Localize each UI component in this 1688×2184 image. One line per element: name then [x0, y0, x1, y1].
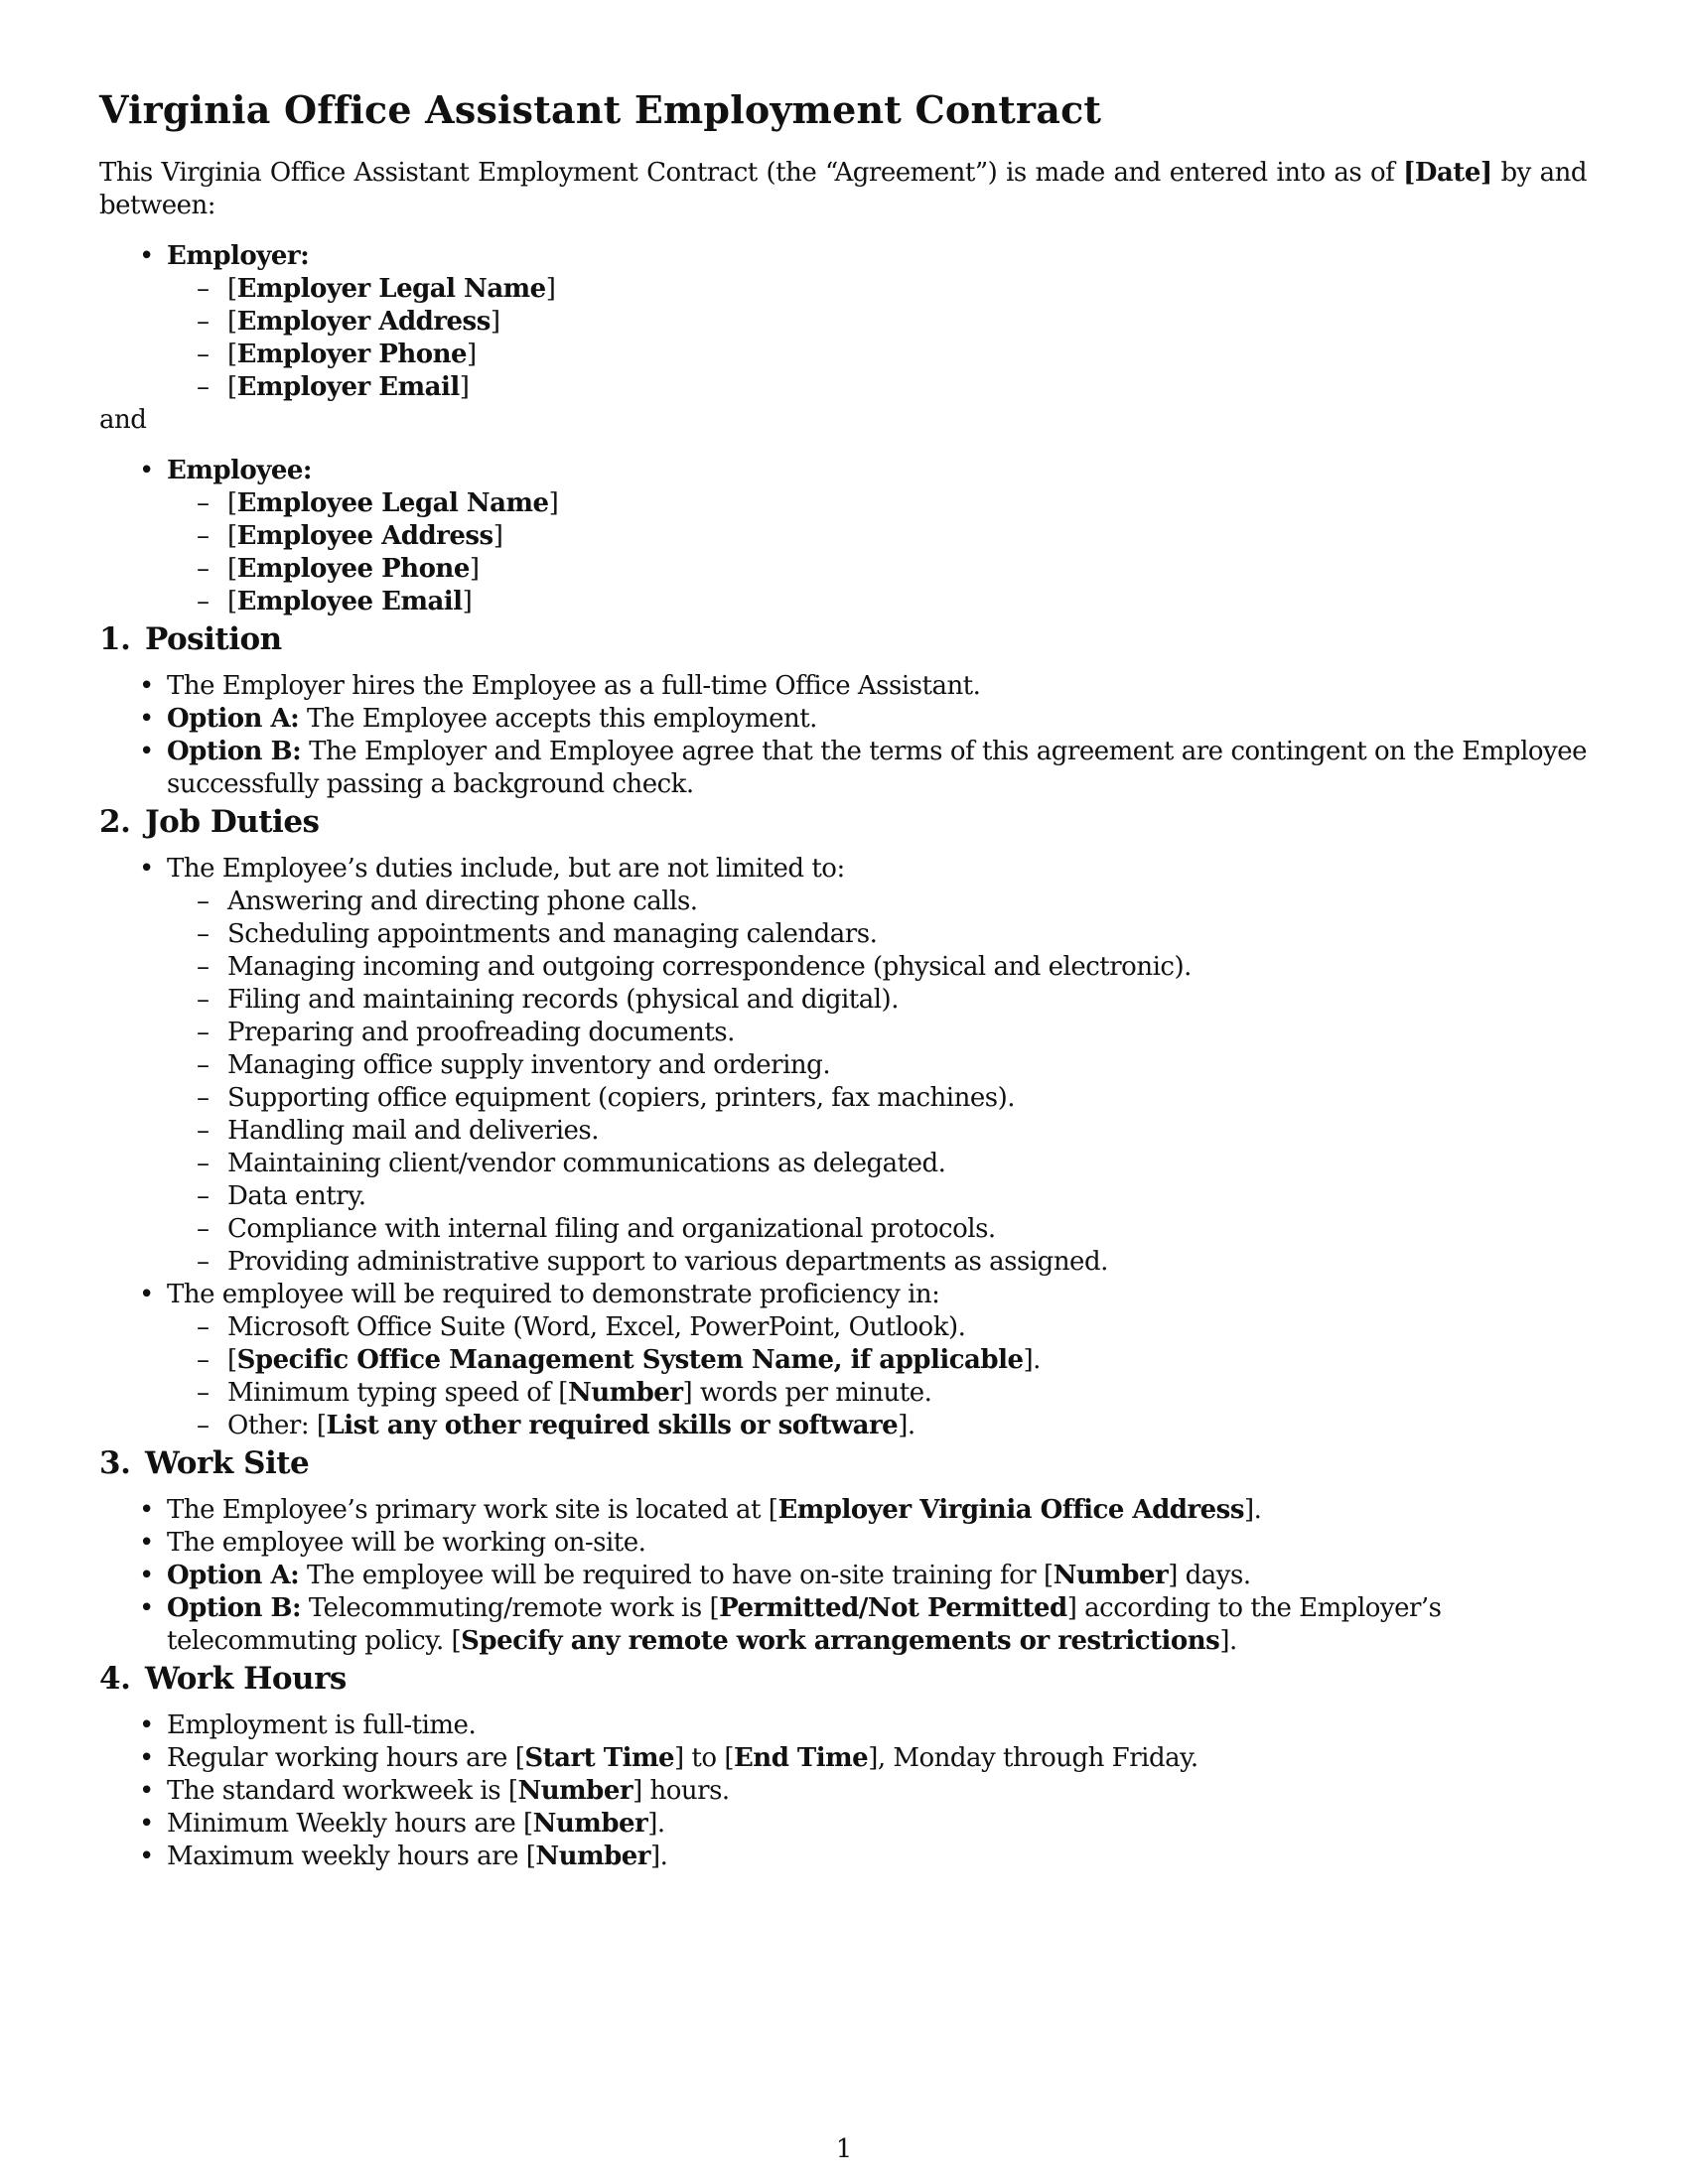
section-heading-position: 1. Position: [99, 621, 282, 657]
work-site-list: [99, 1494, 1587, 1658]
proficiency-item: – Microsoft Office Suite (Word, Excel, PowerPoint, Outlook).: [227, 1311, 1587, 1344]
date-field: [Date]: [1403, 158, 1492, 188]
employer-phone-field: – [Employer Phone]: [227, 339, 1587, 371]
list-item: • Minimum Weekly hours are [Number].: [167, 1808, 1587, 1841]
position-list: [99, 670, 1587, 801]
document-title: Virginia Office Assistant Employment Contract: [99, 87, 1102, 132]
section-heading-job-duties: 2. Job Duties: [99, 804, 320, 840]
employee-address-field: – [Employee Address]: [227, 520, 1587, 553]
duty-item: – Filing and maintaining records (physical and digital).: [227, 984, 1587, 1017]
employer-list: [99, 240, 1587, 404]
page-number: 1: [835, 2134, 853, 2164]
proficiency-item: – Minimum typing speed of [Number] words per minute.: [227, 1377, 1587, 1410]
list-item: • Employment is full-time.: [167, 1709, 1587, 1742]
list-item: • The Employee’s primary work site is located at [Employer Virginia Office Address].: [167, 1494, 1587, 1527]
proficiency-item: – Other: [List any other required skills or software].: [227, 1410, 1587, 1442]
document-body: [99, 85, 1587, 1873]
list-item: • The employee will be working on-site.: [167, 1527, 1587, 1560]
duties-sublist: [167, 886, 1587, 1279]
duty-item: – Data entry.: [227, 1180, 1587, 1213]
duty-item: – Scheduling appointments and managing calendars.: [227, 918, 1587, 951]
employer-email-field: – [Employer Email]: [227, 371, 1587, 404]
list-item: • Maximum weekly hours are [Number].: [167, 1841, 1587, 1873]
list-item: • Option B: Telecommuting/remote work is [Permitted/Not Permitted] according to the Employer’s telecommuting policy. [Specify any remote work arrangements or restrictions].: [167, 1592, 1587, 1658]
list-item: • Employee: – [Employee Legal Name] – [Employee Address] – [Employee Phone] – [Employee Email]: [167, 455, 1587, 618]
duty-item: – Handling mail and deliveries.: [227, 1115, 1587, 1148]
list-item: • The employee will be required to demonstrate proficiency in: – Microsoft Office Suite (Word, Excel, PowerPoint, Outlook). – [Specific Office Management System Name, if applicable]. – Minimum typing speed of [Number] words per minute. – Other: [List any other required skills or software].: [167, 1279, 1587, 1442]
duty-item: – Preparing and proofreading documents.: [227, 1017, 1587, 1049]
list-item: • Option B: The Employer and Employee agree that the terms of this agreement are contingent on the Employee successfully passing a background check.: [167, 736, 1587, 801]
duty-item: – Providing administrative support to various departments as assigned.: [227, 1246, 1587, 1279]
duty-item: – Managing incoming and outgoing correspondence (physical and electronic).: [227, 951, 1587, 984]
list-item: • The Employee’s duties include, but are not limited to: – Answering and directing phone calls. – Scheduling appointments and managing calendars. – Managing incoming and outgoing correspondence (physical and electronic). – Filing and maintaining records (physical and digital). – Preparing and proofreading documents. – Managing office supply inventory and ordering. – Supporting office equipment (copiers, printers, fax machines). – Handling mail and deliveries. – Maintaining client/vendor communications as delegated. – Data entry. – Compliance with internal filing and organizational protocols. – Providing administrative support to various departments as assigned.: [167, 853, 1587, 1279]
duty-item: – Answering and directing phone calls.: [227, 886, 1587, 918]
duty-item: – Supporting office equipment (copiers, printers, fax machines).: [227, 1082, 1587, 1115]
proficiency-sublist: [167, 1311, 1587, 1442]
employee-phone-field: – [Employee Phone]: [227, 553, 1587, 586]
employee-email-field: – [Employee Email]: [227, 586, 1587, 618]
employer-name-field: – [Employer Legal Name]: [227, 273, 1587, 306]
list-item: • Option A: The employee will be required to have on-site training for [Number] days.: [167, 1560, 1587, 1592]
and-text: and: [99, 405, 147, 435]
list-item: • The Employer hires the Employee as a full-time Office Assistant.: [167, 670, 1587, 703]
work-hours-list: [99, 1709, 1587, 1873]
section-heading-work-site: 3. Work Site: [99, 1445, 310, 1481]
duty-item: – Managing office supply inventory and ordering.: [227, 1049, 1587, 1082]
duty-item: – Maintaining client/vendor communications as delegated.: [227, 1148, 1587, 1180]
intro-paragraph: This Virginia Office Assistant Employment Contract (the “Agreement”) is made and entered into as of [Date] by and between:: [99, 158, 1587, 220]
job-duties-list: [99, 853, 1587, 1442]
section-heading-work-hours: 4. Work Hours: [99, 1661, 347, 1697]
list-item: • Employer: – [Employer Legal Name] – [Employer Address] – [Employer Phone] – [Employer Email]: [167, 240, 1587, 404]
list-item: • Regular working hours are [Start Time] to [End Time], Monday through Friday.: [167, 1742, 1587, 1775]
duty-item: – Compliance with internal filing and organizational protocols.: [227, 1213, 1587, 1246]
employee-list: [99, 455, 1587, 618]
employer-address-field: – [Employer Address]: [227, 306, 1587, 339]
list-item: • Option A: The Employee accepts this employment.: [167, 703, 1587, 736]
proficiency-item: – [Specific Office Management System Name, if applicable].: [227, 1344, 1587, 1377]
list-item: • The standard workweek is [Number] hours.: [167, 1775, 1587, 1808]
employee-name-field: – [Employee Legal Name]: [227, 487, 1587, 520]
